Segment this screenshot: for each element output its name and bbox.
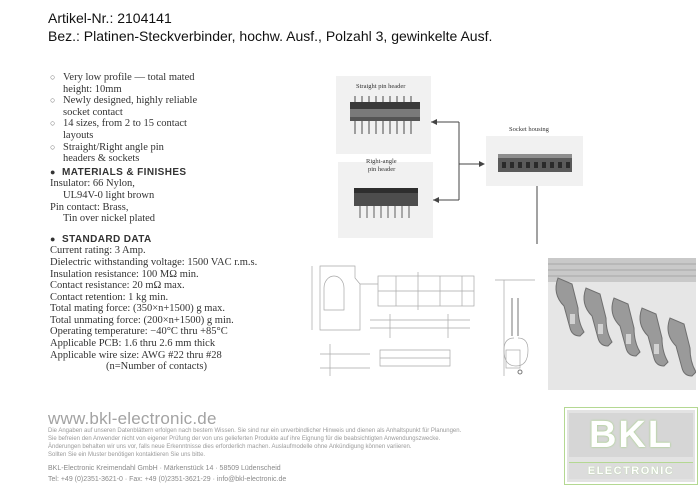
socket-housing-label: Socket housing	[509, 126, 549, 133]
standard-line: Total unmating force: (200×n+1500) g min.	[50, 314, 234, 326]
standard-line: Operating temperature: −40°C thru +85°C	[50, 326, 228, 338]
disclaimer-text: Sie befreien den Anwender nicht von eigener Prüfung der von uns gelieferten Produkte auf ihre Eignung für die beabsichtigten Anwendungszwecke.	[48, 436, 441, 442]
materials-heading: ● MATERIALS & FINISHES	[50, 166, 187, 178]
connector-family-diagram	[336, 76, 586, 244]
right-angle-label: pin header	[368, 166, 396, 173]
circle-outline-icon: ○	[50, 141, 56, 152]
standard-note: (n=Number of contacts)	[106, 361, 207, 373]
socket-housing-photo	[498, 154, 572, 172]
feature-item: ○ 14 sizes, from 2 to 15 contact layouts	[50, 118, 187, 141]
company-contact: Tel: +49 (0)2351-3621-0 · Fax: +49 (0)2351-3621-29 · info@bkl-electronic.de	[48, 476, 287, 483]
circle-outline-icon: ○	[50, 72, 56, 82]
feature-item: ○ Very low profile — total mated height: 10mm	[50, 72, 195, 95]
bkl-logo	[565, 408, 697, 484]
standard-line: Contact resistance: 20 mΩ max.	[50, 280, 185, 292]
straight-header-label: Straight pin header	[356, 83, 406, 90]
logo-text: BKL	[569, 413, 693, 457]
company-address: BKL-Electronic Kreimendahl GmbH · Märkenstück 14 · 58509 Lüdenscheid	[48, 465, 281, 472]
materials-line: Tin over nickel plated	[63, 213, 156, 225]
standard-line: Contact retention: 1 kg min.	[50, 291, 169, 303]
disclaimer-text: Sollten Sie ein Muster benötigen kontaktieren Sie uns bitte.	[48, 452, 206, 458]
standard-heading: ● STANDARD DATA	[50, 233, 152, 245]
disclaimer-text: Die Angaben auf unseren Datenblättern erfolgen nach bestem Wissen. Sie sind nur ein unverbindlicher Hinweis und dienen als Anhaltspunkt für Planungen.	[48, 428, 462, 434]
disclaimer-text: Änderungen behalten wir uns vor, falls neue Erkenntnisse dies erforderlich machen. Auslaufmodelle ohne Ankündigung können variieren.	[48, 444, 412, 450]
circle-outline-icon: ○	[50, 95, 56, 106]
materials-line: Pin contact: Brass,	[50, 201, 129, 213]
article-number: Artikel-Nr.: 2104141	[48, 10, 172, 26]
filled-dot-icon: ●	[50, 166, 56, 177]
article-description: Bez.: Platinen-Steckverbinder, hochw. Ausf., Polzahl 3, gewinkelte Ausf.	[48, 28, 493, 44]
standard-line: Dielectric withstanding voltage: 1500 VAC r.m.s.	[50, 256, 258, 268]
spec-column	[50, 72, 300, 373]
materials-line: UL94V-0 light brown	[63, 189, 155, 201]
website-link[interactable]: www.bkl-electronic.de	[48, 409, 217, 428]
socket-contacts-photo	[548, 258, 696, 390]
materials-line: Insulator: 66 Nylon,	[50, 178, 135, 190]
feature-item: ○ Straight/Right angle pin headers & sockets	[50, 141, 164, 165]
logo-subtext: ELECTRONIC	[569, 462, 693, 479]
standard-line: Applicable PCB: 1.6 thru 2.6 mm thick	[50, 338, 216, 350]
right-angle-label: Right-angle	[366, 158, 397, 165]
standard-line: Total mating force: (350×n+1500) g max.	[50, 303, 225, 315]
standard-line: Applicable wire size: AWG #22 thru #28	[50, 349, 222, 361]
technical-drawing	[300, 258, 540, 386]
standard-line: Insulation resistance: 100 MΩ min.	[50, 268, 199, 280]
filled-dot-icon: ●	[50, 233, 56, 244]
circle-outline-icon: ○	[50, 118, 56, 129]
standard-line: Current rating: 3 Amp.	[50, 245, 146, 257]
feature-item: ○ Newly designed, highly reliable socket contact	[50, 95, 198, 118]
